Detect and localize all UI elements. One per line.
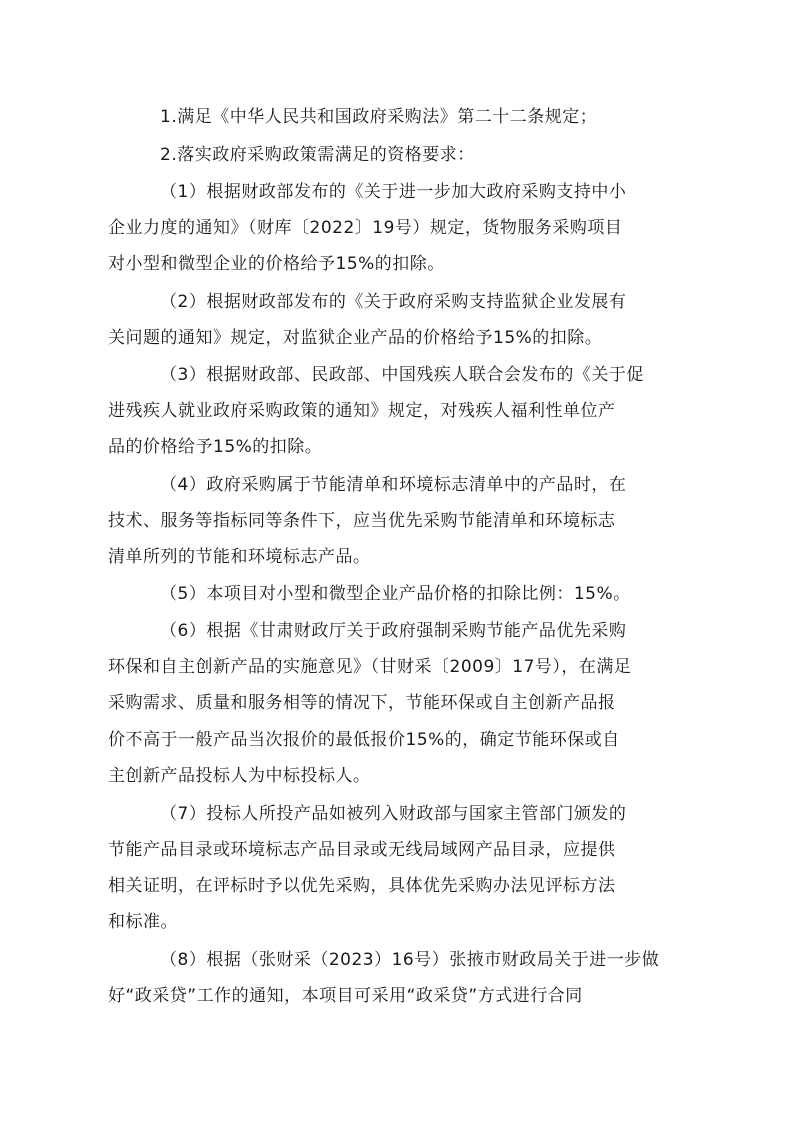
text-line-5: 对小型和微型企业的价格给予15%的扣除。 [108, 254, 445, 274]
text-line-24: （8）根据（张财采（2023）16号）张掖市财政局关于进一步做 [160, 950, 660, 970]
text-line-19: 主创新产品投标人为中标投标人。 [108, 766, 371, 786]
text-line-20: （7）投标人所投产品如被列入财政部与国家主管部门颁发的 [160, 804, 627, 824]
text-line-10: 品的价格给予15%的扣除。 [108, 437, 323, 457]
text-line-21: 节能产品目录或环境标志产品目录或无线局域网产品目录，应提供 [108, 840, 616, 860]
text-line-9: 进残疾人就业政府采购政策的通知》规定，对残疾人福利性单位产 [108, 401, 616, 421]
text-line-23: 和标准。 [108, 912, 178, 932]
text-line-18: 价不高于一般产品当次报价的最低报价15%的，确定节能环保或自 [108, 730, 620, 750]
text-line-13: 清单所列的节能和环境标志产品。 [108, 547, 371, 567]
text-line-16: 环保和自主创新产品的实施意见》（甘财采〔2009〕17号），在满足 [108, 657, 632, 677]
text-line-12: 技术、服务等指标同等条件下，应当优先采购节能清单和环境标志 [108, 511, 616, 531]
text-line-2: 2.落实政府采购政策需满足的资格要求： [160, 145, 475, 165]
text-line-8: （3）根据财政部、民政部、中国残疾人联合会发布的《关于促 [160, 365, 644, 385]
text-line-22: 相关证明，在评标时予以优先采购，具体优先采购办法见评标方法 [108, 876, 616, 896]
text-line-14: （5）本项目对小型和微型企业产品价格的扣除比例：15%。 [160, 584, 631, 604]
text-line-25: 好“政采贷”工作的通知，本项目可采用“政采贷”方式进行合同 [108, 986, 583, 1006]
text-line-7: 关问题的通知》规定，对监狱企业产品的价格给予15%的扣除。 [108, 328, 603, 348]
text-line-11: （4）政府采购属于节能清单和环境标志清单中的产品时，在 [160, 475, 627, 495]
text-line-6: （2）根据财政部发布的《关于政府采购支持监狱企业发展有 [160, 292, 627, 312]
text-line-4: 企业力度的通知》（财库〔2022〕19号）规定，货物服务采购项目 [108, 218, 623, 238]
text-line-1: 1.满足《中华人民共和国政府采购法》第二十二条规定； [160, 107, 598, 127]
text-line-15: （6）根据《甘肃财政厅关于政府强制采购节能产品优先采购 [160, 621, 627, 641]
text-line-17: 采购需求、质量和服务相等的情况下，节能环保或自主创新产品报 [108, 693, 616, 713]
text-line-3: （1）根据财政部发布的《关于进一步加大政府采购支持中小 [160, 182, 627, 202]
